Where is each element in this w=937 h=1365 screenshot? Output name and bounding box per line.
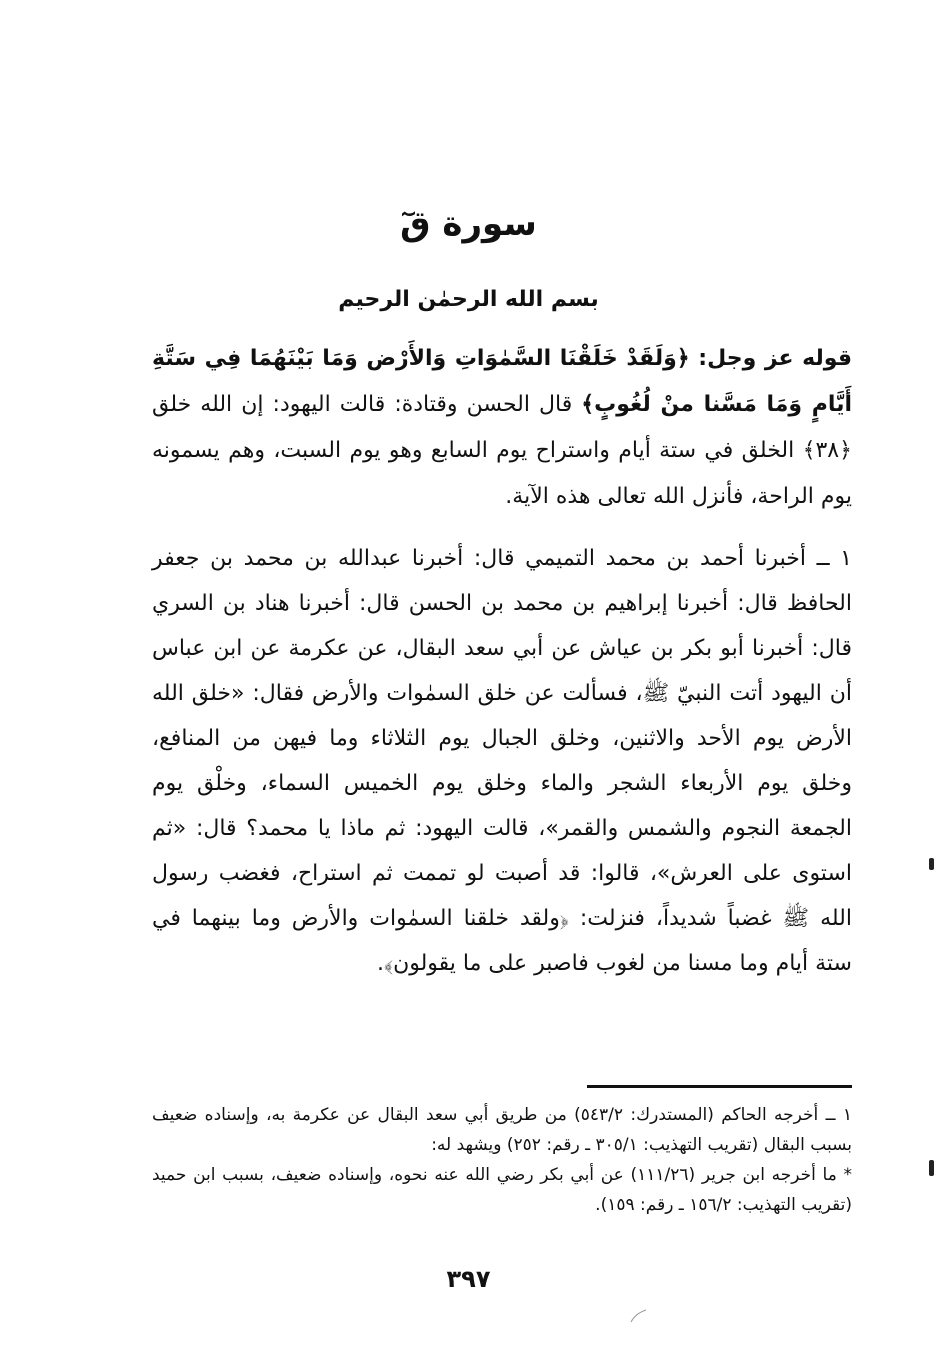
surah-title: سورة قٓ [400, 204, 537, 244]
page-number: ٣٩٧ [446, 1265, 491, 1293]
scan-edge-mark [929, 858, 934, 870]
intro-commentary: قال الحسن وقتادة: قالت اليهود: إن الله خلق ﴿٣٨﴾ الخلق في ستة أيام واستراح يوم السابع وهو يوم السبت، وهم يسمونه يوم الراحة، فأنزل الله تعالى هذه الآية. [152, 392, 852, 509]
basmala: بسم الله الرحمٰن الرحيم [338, 287, 599, 312]
footnote-1: ١ ــ أخرجه الحاكم (المستدرك: ٥٤٣/٢) من طريق أبي سعد البقال عن عكرمة به، وإسناده ضعيف بسبب البقال (تقريب التهذيب: ٣٠٥/١ ـ رقم: ٢٥٢) ويشهد له: [152, 1105, 852, 1155]
footnote-2: * ما أخرجه ابن جرير (١١١/٢٦) عن أبي بكر رضي الله عنه نحوه، وإسناده ضعيف، بسبب ابن حميد (تقريب التهذيب: ١٥٦/٢ ـ رقم: ١٥٩). [152, 1165, 852, 1215]
scan-edge-mark [929, 1160, 934, 1176]
pencil-stroke-icon [628, 1308, 648, 1324]
hadith-text: ١ ــ أخبرنا أحمد بن محمد التميمي قال: أخبرنا عبدالله بن محمد بن جعفر الحافظ قال: أخبرنا إبراهيم بن محمد بن الحسن قال: أخبرنا هناد بن السري قال: أخبرنا أبو بكر بن عياش عن أبي سعد البقال، عن عكرمة عن ابن عباس أن اليهود أتت النبيّ ﷺ، فسألت عن خلق السمٰوات والأرض فقال: «خلق الله الأرض يوم الأحد والاثنين، وخلق الجبال يوم الثلاثاء وما فيهن من المنافع، وخلق يوم الأربعاء الشجر والماء وخلق يوم الخميس السماء، وخلْق يوم الجمعة النجوم والشمس والقمر»، قالت اليهود: ثم ماذا يا محمد؟ قال: «ثم استوى على العرش»، قالوا: قد أصبت لو تممت ثم استراح، فغضب رسول الله ﷺ غضباً شديداً، فنزلت: ﴿ولقد خلقنا السمٰوات والأرض وما بينهما في ستة أيام وما مسنا من لغوب فاصبر على ما يقولون﴾. [152, 546, 852, 976]
intro-paragraph [152, 336, 852, 520]
footnote-divider [587, 1085, 852, 1088]
hadith-paragraph [152, 536, 852, 986]
intro-verse-lead: قوله عز وجل: ﴿وَلَقَدْ خَلَقْنَا السَّمٰوَاتِ وَالأَرْض وَمَا بَيْنَهُمَا فِي سَتَّةِ أَيَّامٍ وَمَا مَسَّنا منْ لُغُوبٍ﴾ [152, 346, 852, 417]
footnotes [152, 1100, 852, 1220]
